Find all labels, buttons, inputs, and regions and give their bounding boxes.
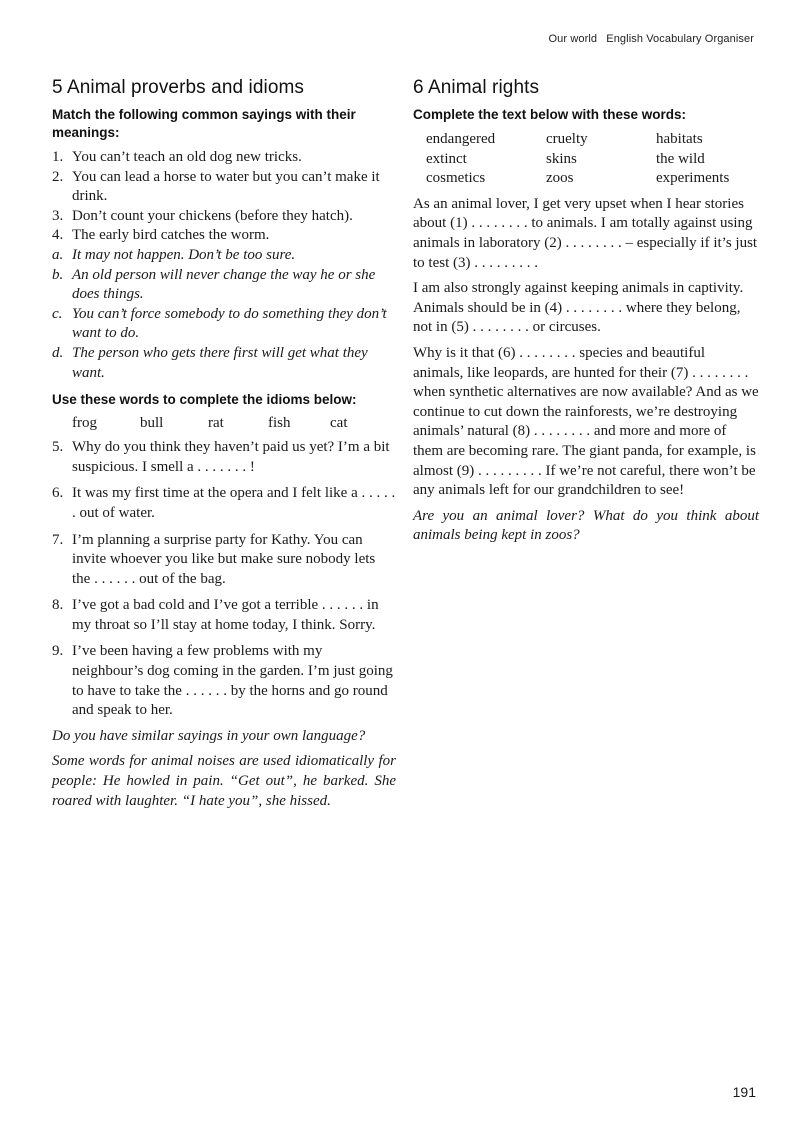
meanings-list: [52, 246, 396, 383]
sayings-list: [52, 148, 396, 246]
page-number: 191: [732, 1084, 756, 1100]
animal-noises-note: Some words for animal noises are used idiomatically for people: He howled in pain. “Get out”, he barked. She roared with laughter. “I hate you”, she hissed.: [52, 753, 396, 809]
word-bank-item: cat: [330, 415, 348, 432]
word-bank-item: extinct: [426, 150, 467, 167]
section-6: [413, 77, 759, 552]
word-bank-item: experiments: [656, 170, 730, 187]
section-5-title: 5 Animal proverbs and idioms: [52, 77, 305, 98]
idiom-item: 8. I’ve got a bad cold and I’ve got a terrible . . . . . . in my throat so I’ll stay at home today, I think. Sorry.: [52, 597, 379, 633]
discussion-question: Are you an animal lover? What do you think about animals being kept in zoos?: [413, 507, 759, 544]
word-bank-item: rat: [208, 415, 224, 432]
word-bank-item: zoos: [546, 170, 574, 187]
idiom-word-bank: [52, 415, 396, 432]
word-bank-item: habitats: [656, 131, 703, 147]
saying-item: 1. You can’t teach an old dog new tricks.: [52, 149, 302, 165]
idioms-list: [52, 438, 396, 721]
saying-item: 4. The early bird catches the worm.: [52, 227, 270, 244]
word-bank-item: skins: [546, 150, 577, 167]
word-bank-item: cosmetics: [426, 170, 486, 187]
saying-item: 3. Don’t count your chickens (before they hatch).: [52, 207, 353, 224]
match-instruction: Match the following common sayings with their meanings:: [52, 107, 356, 140]
rights-word-bank: [413, 130, 759, 189]
word-bank-item: frog: [72, 415, 97, 432]
meaning-item: c. You can’t force somebody to do something they don’t want to do.: [52, 305, 387, 342]
running-head: [549, 33, 754, 45]
meaning-item: d. The person who gets there first will get what they want.: [52, 344, 368, 381]
idiom-item: 9. I’ve been having a few problems with my neighbour’s dog coming in the garden. I’m just going to have to take the . . . . . . by the horns and go round and speak to her.: [52, 643, 393, 719]
word-bank-item: bull: [140, 415, 164, 432]
section-name: Our world: [548, 33, 598, 45]
idiom-item: 6. It was my first time at the opera and I felt like a . . . . . . out of water.: [52, 485, 396, 521]
book-title: English Vocabulary Organiser: [606, 33, 754, 45]
idiom-instruction: Use these words to complete the idioms below:: [52, 392, 357, 408]
saying-item: 2. You can lead a horse to water but you can’t make it drink.: [52, 168, 380, 205]
section-5: [52, 77, 396, 817]
complete-instruction: Complete the text below with these words:: [413, 107, 687, 122]
meaning-item: a. It may not happen. Don’t be too sure.: [52, 246, 296, 263]
word-bank-item: fish: [268, 415, 291, 432]
idiom-item: 5. Why do you think they haven’t paid us yet? I’m a bit suspicious. I smell a . . . . . . . !: [52, 439, 390, 475]
text-paragraph: I am also strongly against keeping animals in captivity. Animals should be in (4) . . . . . . . . where they belong, not in (5) . . . . . . . . or circuses.: [413, 280, 744, 336]
word-bank-item: endangered: [426, 131, 496, 147]
meaning-item: b. An old person will never change the way he or she does things.: [52, 266, 376, 303]
idiom-item: 7. I’m planning a surprise party for Kathy. You can invite whoever you like but make sure nobody lets the . . . . . . out of the bag.: [52, 531, 376, 587]
word-bank-item: cruelty: [546, 131, 588, 147]
section-6-title: 6 Animal rights: [413, 77, 540, 98]
word-bank-item: the wild: [656, 150, 705, 167]
text-paragraph: Why is it that (6) . . . . . . . . species and beautiful animals, like leopards, are hunted for their (7) . . . . . . . . when synthetic alternatives are now available? And as we continue to cut down the rainforests, we’re destroying animals’ natural (8) . . . . . . . . and more and more of them are becoming rare. The giant panda, for example, is almost (9) . . . . . . . . . If we’re not careful, there won’t be any animals left for our grandchildren to see!: [413, 344, 759, 499]
discussion-question: Do you have similar sayings in your own language?: [52, 727, 366, 744]
text-paragraph: As an animal lover, I get very upset when I hear stories about (1) . . . . . . . . to animals. I am totally against using animals in laboratory (2) . . . . . . . . – especially if it’s just to test (3) . . . . . . . . .: [413, 195, 758, 271]
